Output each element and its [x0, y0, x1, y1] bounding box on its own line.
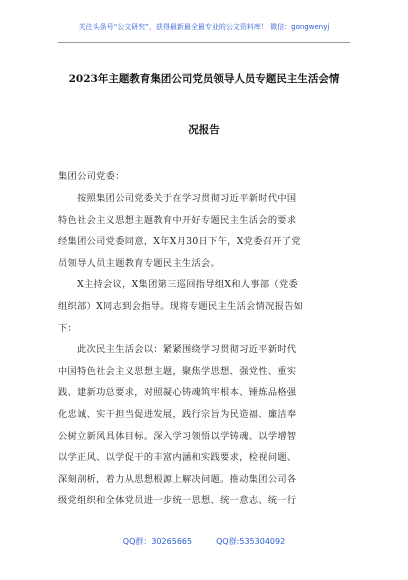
- salutation: 集团公司党委：: [58, 171, 125, 182]
- footer-qq-group-1: QQ群：30265665: [122, 537, 193, 546]
- body-line: 以学正风、以学促干的丰富内涵和实践要求，检视问题、: [58, 452, 297, 464]
- body-line: 按照集团公司党委关于在学习贯彻习近平新时代中国: [58, 193, 297, 204]
- document-title-line-1: 2023年主题教育集团公司党员领导人员专题民主生活会情: [68, 73, 340, 85]
- document-title-line-2: 况报告: [188, 124, 220, 136]
- body-line: 组织部）X同志到会指导。现将专题民主生活会情况报告如: [58, 301, 304, 312]
- body-line: 下：: [58, 322, 78, 334]
- header-divider: [58, 42, 350, 43]
- body-line: X主持会议，X集团第三巡回指导组X和人事部（党委: [58, 279, 299, 291]
- body-line: 践、建新功总要求，对照凝心铸魂筑牢根本、锤炼品格强: [58, 387, 297, 399]
- body-line: 中国特色社会主义思想主题，聚焦学思想、强党性、重实: [58, 365, 297, 377]
- footer-contact: [0, 536, 408, 547]
- header-banner: 关注头条号“公文研究”，获得最新最全最专业的公文资料库！ 微信：gongwenyj: [78, 23, 330, 31]
- body-line: 公树立新风具体目标。深入学习领悟以学铸魂、以学增智: [58, 430, 297, 442]
- body-line: 此次民主生活会以：紧紧围绕学习贯彻习近平新时代: [58, 344, 297, 356]
- body-line: 经集团公司党委同意，X年X月30日下午，X党委召开了党: [58, 236, 301, 248]
- body-line: 级党组织和全体党员进一步统一思想、统一意志、统一行: [58, 495, 297, 507]
- body-line: 深刻剖析，着力从思想根源上解决问题。推动集团公司各: [58, 473, 297, 485]
- body-line: 化忠诚、实干担当促进发展，践行宗旨为民造福、廉洁奉: [58, 409, 297, 420]
- body-line: 员领导人员主题教育专题民主生活会。: [58, 257, 221, 269]
- footer-qq-group-2: QQ群:535304092: [216, 537, 286, 546]
- body-line: 特色社会主义思想主题教育中开好专题民主生活会的要求: [58, 214, 297, 226]
